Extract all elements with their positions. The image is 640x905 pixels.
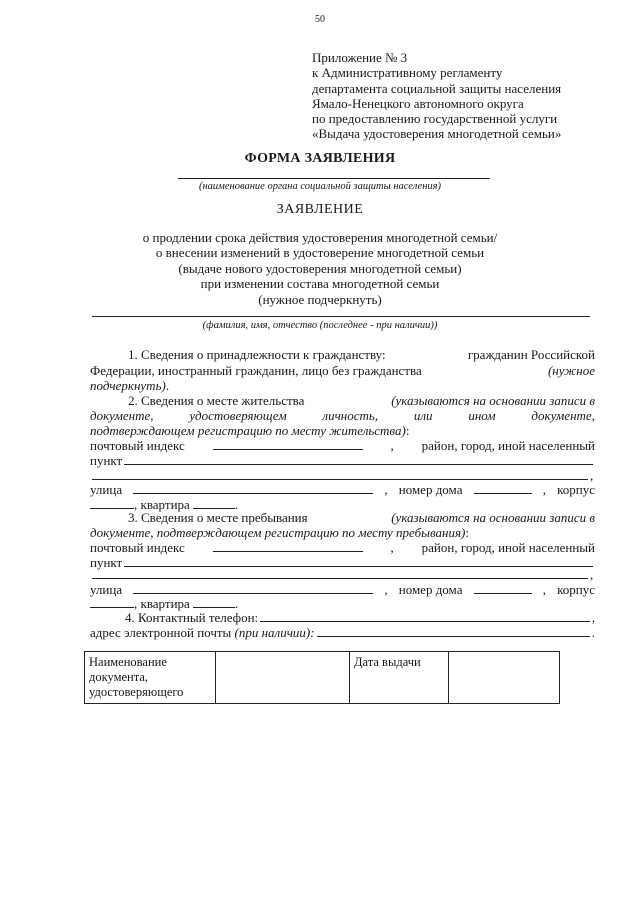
residence-postal-field[interactable] (213, 438, 363, 450)
s2-text: 2. Сведения о месте жительства (128, 393, 305, 408)
residence-apartment-field[interactable] (193, 497, 235, 509)
appendix-line: к Административному регламенту (312, 65, 503, 81)
stay-apartment-field[interactable] (193, 596, 235, 608)
stay-locality-field[interactable] (124, 555, 593, 567)
s2-line2 (90, 408, 595, 423)
phone-row: 4. Контактный телефон: , (125, 610, 595, 625)
phone-label: 4. Контактный телефон: (125, 610, 259, 625)
stay-house-field[interactable] (474, 582, 532, 594)
subject-line: при изменении состава многодетной семьи (200, 276, 440, 292)
postal-index-label: почтовый индекс (90, 438, 185, 453)
apartment-label: квартира (140, 596, 190, 611)
application-subject (0, 230, 640, 307)
district-label: район, город, иной населенный (421, 438, 595, 453)
table-row (85, 652, 560, 704)
street-label: улица (90, 582, 123, 597)
residence-extra-line[interactable] (92, 479, 588, 480)
s1-note: (нужное (547, 363, 595, 378)
application-heading: ЗАЯВЛЕНИЕ (276, 202, 364, 217)
form-title: ФОРМА ЗАЯВЛЕНИЯ (244, 151, 396, 166)
appendix-line: департамента социальной защиты населения (312, 80, 562, 96)
stay-extra-line[interactable] (92, 578, 588, 579)
stay-postal-field[interactable] (213, 540, 363, 552)
s1-text: Федерации, иностранный гражданин, лицо без гражданства (90, 363, 422, 378)
s1-line3: подчеркнуть). (90, 378, 170, 393)
residence-locality-row (90, 453, 595, 468)
postal-index-label: почтовый индекс (90, 540, 185, 555)
phone-field[interactable] (260, 610, 590, 622)
building-label: корпус (557, 482, 595, 497)
organ-caption: (наименование органа социальной защиты населения) (198, 181, 442, 192)
doc-name-value-cell[interactable] (216, 652, 350, 704)
page-number: 50 (315, 14, 325, 25)
s3-text: 3. Сведения о месте пребывания (128, 510, 308, 525)
appendix-line: Ямало-Ненецкого автономного округа (312, 95, 524, 111)
residence-locality-field[interactable] (124, 453, 593, 465)
residence-building-field[interactable] (90, 497, 134, 509)
organ-name-line (178, 178, 490, 179)
subject-line: о внесении изменений в удостоверение многодетной семьи (155, 245, 485, 261)
residence-street-field[interactable] (133, 482, 373, 494)
s1-line1 (128, 347, 595, 362)
subject-line: о продлении срока действия удостоверения многодетной семьи/ (142, 230, 498, 245)
stay-street-row: улица , номер дома , корпус (90, 582, 595, 597)
s2-word: документе, (531, 408, 595, 423)
s3-note: (указываются на основании записи в (391, 510, 595, 525)
s3-line1 (128, 510, 595, 525)
residence-postal-row: почтовый индекс , район, город, иной населенный (90, 438, 595, 453)
s2-word: документе, (90, 408, 154, 423)
s2-word: ином (468, 408, 496, 423)
s1-text: 1. Сведения о принадлежности к гражданству: (128, 347, 386, 362)
email-row: адрес электронной почты (при наличии): . (90, 625, 595, 640)
s1-text: гражданин Российской (467, 347, 595, 362)
doc-name-cell: Наименование документа, удостоверяющего (85, 652, 216, 704)
appendix-line: Приложение № 3 (312, 50, 408, 65)
stay-building-field[interactable] (90, 596, 134, 608)
street-label: улица (90, 482, 123, 497)
s2-line1 (128, 393, 595, 408)
s2-word: удостоверяющем (189, 408, 287, 423)
issue-date-value-cell[interactable] (449, 652, 560, 704)
stay-street-field[interactable] (133, 582, 373, 594)
subject-line: (нужное подчеркнуть) (258, 291, 382, 307)
s1-note: подчеркнуть) (90, 378, 166, 393)
email-label: адрес электронной почты (при наличии): (90, 625, 315, 640)
appendix-line: «Выдача удостоверения многодетной семьи» (312, 126, 562, 142)
residence-street-row: улица , номер дома , корпус (90, 482, 595, 497)
document-table (84, 651, 560, 704)
issue-date-cell: Дата выдачи (350, 652, 449, 704)
s2-line3: подтверждающем регистрацию по месту жительства): (90, 423, 410, 438)
email-field[interactable] (317, 625, 590, 637)
residence-apartment-row: , квартира . (90, 497, 595, 512)
appendix-block (312, 50, 561, 142)
fio-caption: (фамилия, имя, отчество (последнее - при наличии)) (202, 320, 438, 331)
s2-word: личность, (322, 408, 379, 423)
s3-line2: документе, подтверждающем регистрацию по месту пребывания): (90, 525, 469, 540)
building-label: корпус (557, 582, 595, 597)
locality-label: пункт (90, 555, 123, 570)
stay-apartment-row: , квартира . (90, 596, 595, 611)
house-label: номер дома (398, 582, 463, 597)
s1-line2 (90, 363, 595, 378)
s2-note: (указываются на основании записи в (391, 393, 595, 408)
stay-postal-row: почтовый индекс , район, город, иной населенный (90, 540, 595, 555)
stay-locality-row (90, 555, 595, 570)
s2-word: или (413, 408, 433, 423)
subject-line: (выдаче нового удостоверения многодетной семьи) (178, 260, 462, 276)
residence-house-field[interactable] (474, 482, 532, 494)
locality-label: пункт (90, 453, 123, 468)
s3-note: документе, подтверждающем регистрацию по месту пребывания) (90, 525, 466, 540)
appendix-line: по предоставлению государственной услуги (312, 111, 558, 127)
s2-note: подтверждающем регистрацию по месту жительства) (90, 423, 406, 438)
apartment-label: квартира (140, 497, 190, 512)
fio-line (92, 316, 590, 317)
house-label: номер дома (398, 482, 463, 497)
district-label: район, город, иной населенный (421, 540, 595, 555)
